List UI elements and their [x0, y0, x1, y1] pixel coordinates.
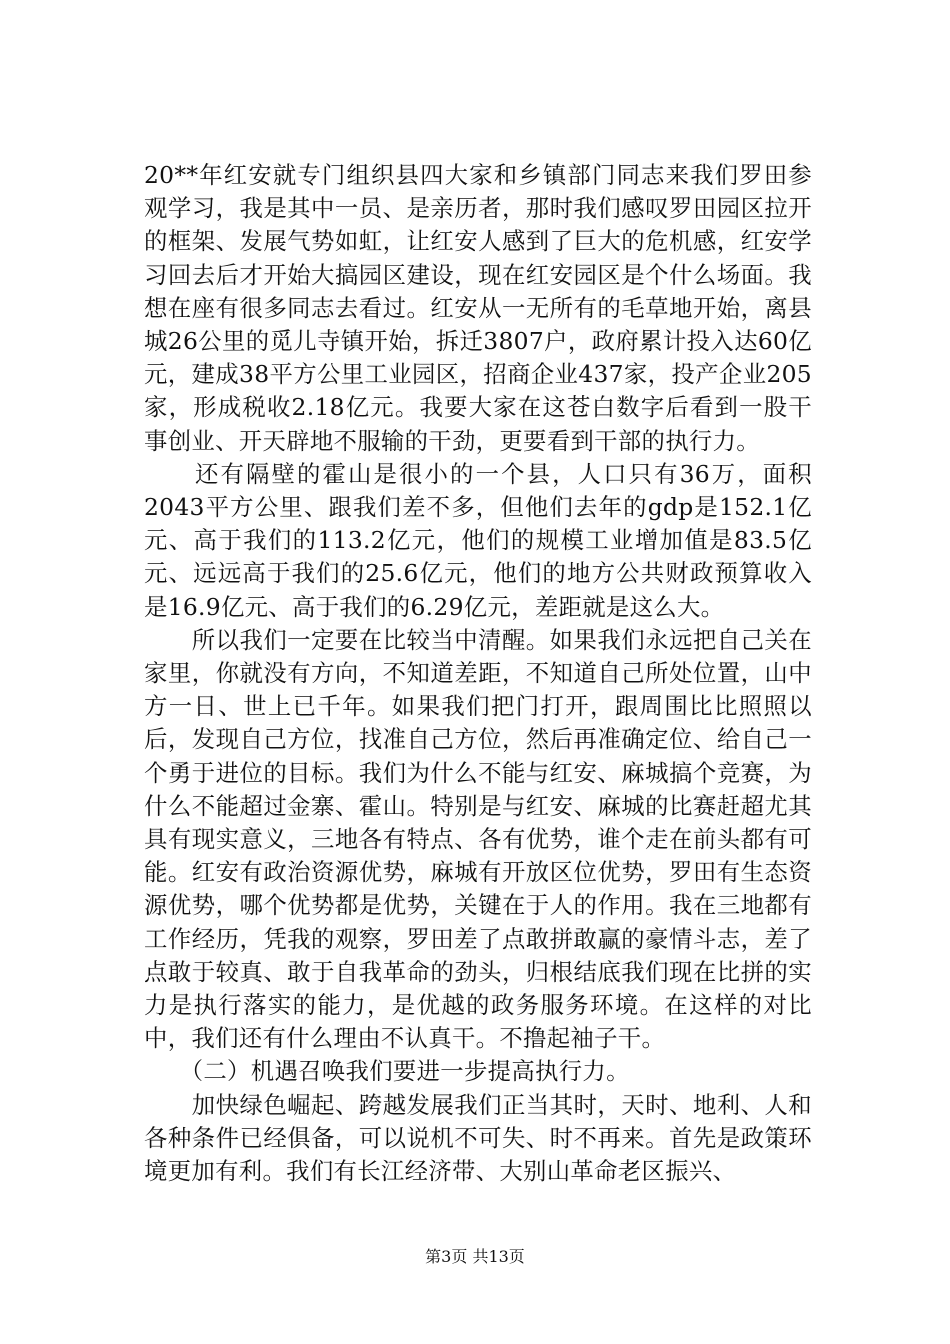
document-body	[144, 159, 812, 1188]
paragraph-2: 还有隔壁的霍山是很小的一个县，人口只有36万，面积2043平方公里、跟我们差不多，但他们去年的gdp是152.1亿元、高于我们的113.2亿元，他们的规模工业增加值是83.5亿元、远远高于我们的25.6亿元，他们的地方公共财政预算收入是16.9亿元、高于我们的6.29亿元，差距就是这么大。	[144, 459, 812, 621]
paragraph-3: 所以我们一定要在比较当中清醒。如果我们永远把自己关在家里，你就没有方向，不知道差距，不知道自己所处位置，山中方一日、世上已千年。如果我们把门打开，跟周围比比照照以后，发现自己方位，找准自己方位，然后再准确定位、给自己一个勇于进位的目标。我们为什么不能与红安、麻城搞个竞赛，为什么不能超过金寨、霍山。特别是与红安、麻城的比赛赶超尤其具有现实意义，三地各有特点、各有优势，谁个走在前头都有可能。红安有政治资源优势，麻城有开放区位优势，罗田有生态资源优势，哪个优势都是优势，关键在于人的作用。我在三地都有工作经历，凭我的观察，罗田差了点敢拼敢赢的豪情斗志，差了点敢于较真、敢于自我革命的劲头，归根结底我们现在比拼的实力是执行落实的能力，是优越的政务服务环境。在这样的对比中，我们还有什么理由不认真干。不撸起袖子干。	[144, 625, 812, 1053]
paragraph-4: 加快绿色崛起、跨越发展我们正当其时，天时、地利、人和各种条件已经俱备，可以说机不可失、时不再来。首先是政策环境更加有利。我们有长江经济带、大别山革命老区振兴、	[144, 1090, 812, 1186]
paragraph-1: 20**年红安就专门组织县四大家和乡镇部门同志来我们罗田参观学习，我是其中一员、是亲历者，那时我们感叹罗田园区拉开的框架、发展气势如虹，让红安人感到了巨大的危机感，红安学习回去后才开始大搞园区建设，现在红安园区是个什么场面。我想在座有很多同志去看过。红安从一无所有的毛草地开始，离县城26公里的觅儿寺镇开始，拆迁3807户，政府累计投入达60亿元，建成38平方公里工业园区，招商企业437家，投产企业205家，形成税收2.18亿元。我要大家在这苍白数字后看到一股干事创业、开天辟地不服输的干劲，更要看到干部的执行力。	[144, 161, 812, 455]
page-footer: 第3页 共13页	[425, 1247, 525, 1266]
section-heading: （二）机遇召唤我们要进一步提高执行力。	[144, 1057, 630, 1086]
